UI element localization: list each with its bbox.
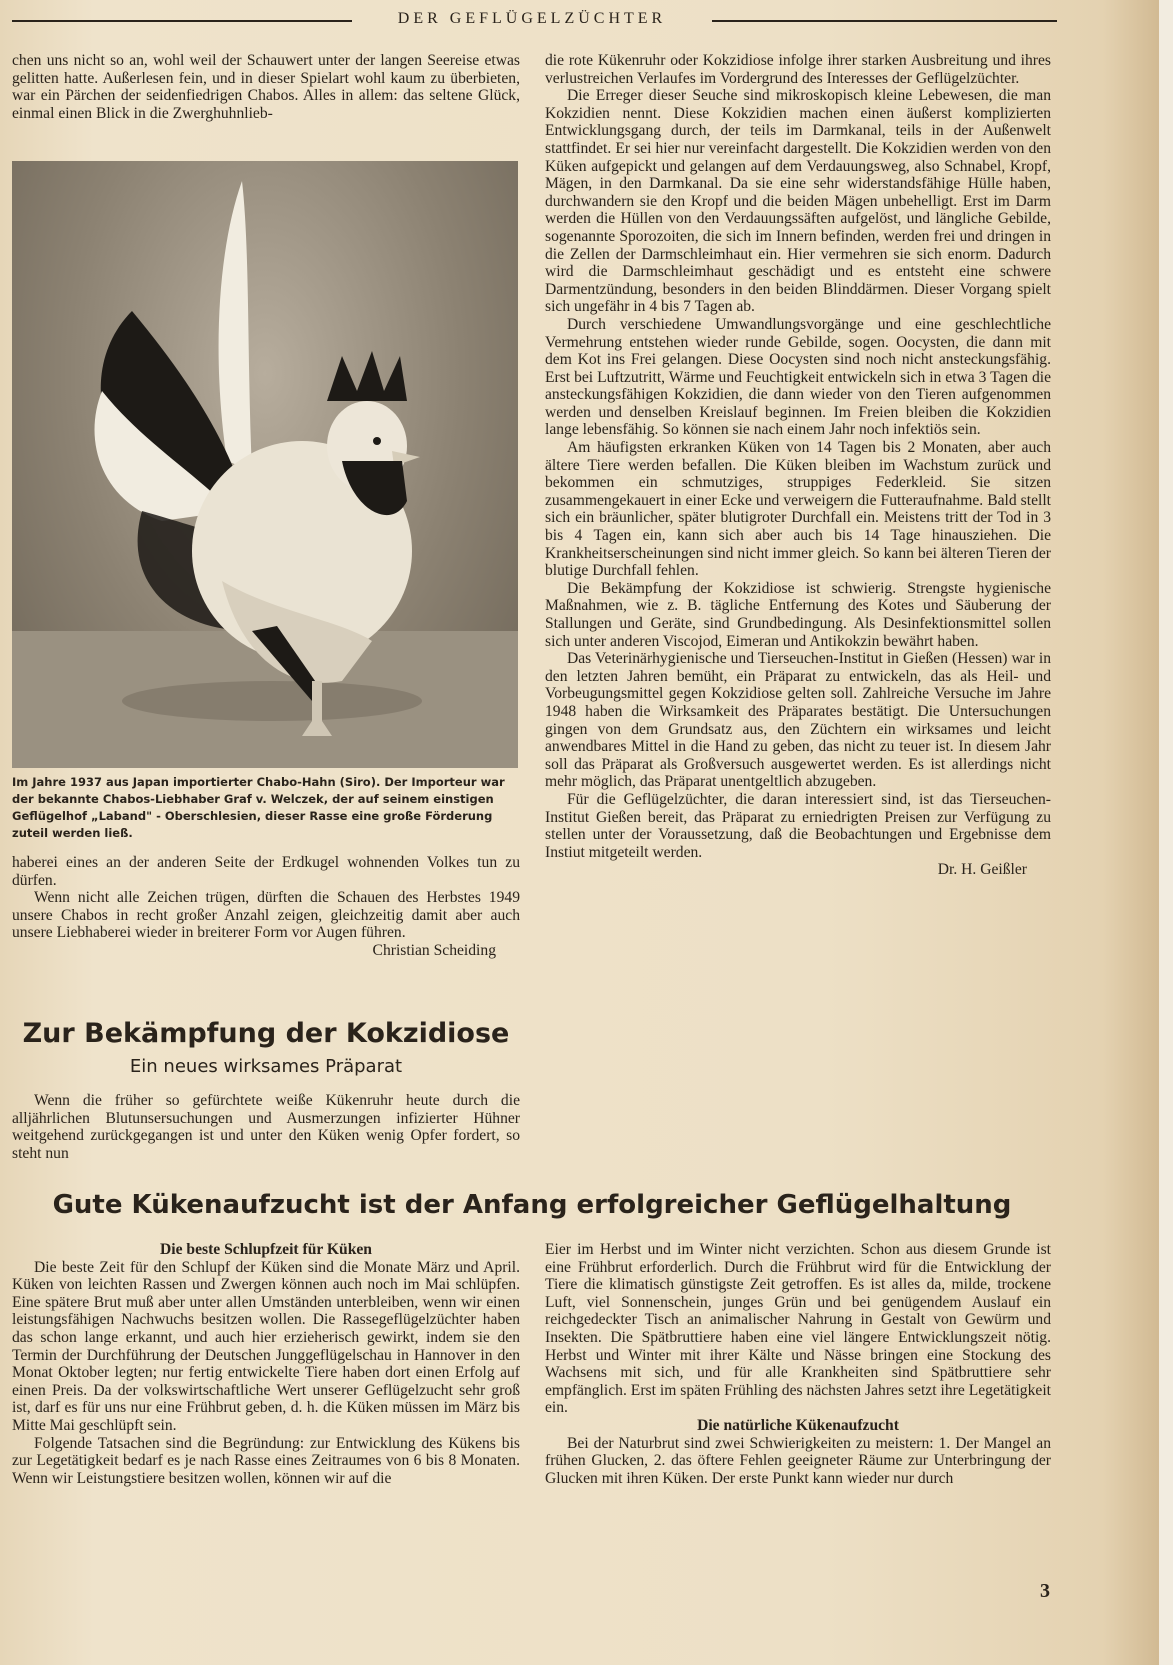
paragraph: Die Erreger dieser Seuche sind mikroskopisch kleine Lebewesen, die man Kokzidien nennt. Diese Kokzidien machen einen äußerst komplizierten Entwicklungsgang durch, der teils im Darmkanal, teils in der Außenwelt stattfindet. Er sei hier nur vereinfacht dargestellt. Die Kokzidien werden von den Küken aufgepickt und gelangen auf dem Verdauungsweg, also Schnabel, Kropf, Mägen, in den Darmkanal. Da sie eine sehr widerstandsfähige Hülle haben, durchwandern sie den Kropf und die beiden Mägen unbehelligt. Erst im Darm werden die Hüllen von den Verdauungssäften aufgelöst, und längliche Gebilde, sogenannte Sporozoiten, die sich im Innern befinden, werden frei und dringen in die Zellen der Darmschleimhaut ein. Hier vermehren sie sich enorm. Dadurch wird die Darmschleimhaut geschädigt und es entsteht eine schwere Darmentzündung, besonders in den beiden Blinddärmen. Dieser Vorgang spielt sich ungefähr in 4 bis 7 Tagen ab. [545,87,1051,316]
paragraph: Die Bekämpfung der Kokzidiose ist schwierig. Strengste hygienische Maßnahmen, wie z. B. tägliche Entfernung des Kotes und Säuberung der Stallungen und Geräte, sind Grundbedingung. Als Desinfektionsmittel sollen sich unter anderen Viscojod, Eimeran und Antikokzin bewährt haben. [545,579,1051,650]
bottom-left-column [12,1241,520,1487]
left-column-top [12,52,520,122]
paragraph: die rote Kükenruhr oder Kokzidiose infolge ihrer starken Ausbreitung und ihres verlustreichen Verlaufes im Vordergrund des Interesses der Geflügelzüchter. [545,52,1051,87]
paragraph: Das Veterinärhygienische und Tierseuchen-Institut in Gießen (Hessen) war in den letzten Jahren bemüht, ein Präparat zu entwickeln, das als Heil- und Vorbeugungsmittel gegen Kokzidiose gelten soll. Zahlreiche Versuche im Jahre 1948 haben die Wirksamkeit des Präparates bestätigt. Die Untersuchungen gingen von dem Grundsatz aus, den Züchtern ein wirksames und leicht anwendbares Mittel in die Hand zu geben, das nicht zu teuer ist. In diesem Jahr soll das Präparat als Großversuch ausgewertet werden. Es ist allerdings nicht mehr möglich, das Präparat unentgeltlich abzugeben. [545,650,1051,791]
paragraph: Wenn nicht alle Zeichen trügen, dürften die Schauen des Herbstes 1949 unsere Chabos in recht großer Anzahl zeigen, gleichzeitig damit aber auch unsere Liebhaberei wieder in breiterer Form vor Augen führen. [12,889,520,942]
article-subheadline: Ein neues wirksames Präparat [129,1056,403,1077]
paragraph: haberei eines an der anderen Seite der Erdkugel wohnenden Volkes tun zu dürfen. [12,854,520,889]
paragraph: Bei der Naturbrut sind zwei Schwierigkeiten zu meistern: 1. Der Mangel an frühen Glucken, 2. das öftere Fehlen geeigneter Räume zur Unterbringung der Glucken mit ihren Küken. Der erste Punkt kann wieder nur durch [545,1434,1051,1487]
section-subheading: Die beste Schlupfzeit für Küken [160,1241,372,1258]
header-rule-left [12,20,352,22]
paragraph: Folgende Tatsachen sind die Begründung: zur Entwicklung des Kükens bis zur Legetätigkeit bedarf es je nach Rasse eines Zeitraumes von 6 bis 8 Monaten. Wenn wir Leistungstiere besitzen wollen, können wir auf die [12,1434,520,1487]
header-rule-right [712,20,1057,22]
running-header [12,8,1052,30]
paragraph: Für die Geflügelzüchter, die daran interessiert sind, ist das Tierseuchen-Institut Gießen bereit, das Präparat zu erniedrigten Preisen zur Verfügung zu stellen unter der Voraussetzung, daß die Beobachtungen und Ergebnisse dem Instiut mitgeteilt werden. [545,790,1051,861]
main-article-headline: Gute Kükenaufzucht ist der Anfang erfolgreicher Geflügelhaltung [52,1190,1012,1220]
paragraph: Durch verschiedene Umwandlungsvorgänge und eine geschlechtliche Vermehrung entstehen wieder runde Gebilde, sogen. Oocysten, die dann mit dem Kot ins Frei gelangen. Diese Oocysten sind noch nicht ansteckungsfähig. Erst bei Luftzutritt, Wärme und Feuchtigkeit entwickeln sich in etwa 3 Tagen die ansteckungsfähigen Kokzidien, die dann wieder von den Tieren aufgenommen werden und denselben Kreislauf beginnen. Im Freien bleiben die Kokzidien lange lebensfähig. So können sie nach einem Jahr noch infektiös sein. [545,315,1051,439]
paragraph: chen uns nicht so an, wohl weil der Schauwert unter der langen Seereise etwas gelitten hatte. Außerlesen fein, und in dieser Spielart wohl kaum zu überbieten, war ein Pärchen der seidenfiedrigen Chabos. Alles in allem: das seltene Glück, einmal einen Blick in die Zwerghuhnlieb- [12,52,520,122]
paragraph: Wenn die früher so gefürchtete weiße Kükenruhr heute durch die alljährlichen Blutunsersuchungen und Ausmerzungen infizierter Hühner weitgehend zurückgegangen ist und unter den Küken wenig Opfer fordert, so steht nun [12,1092,520,1162]
bottom-right-column [545,1241,1051,1487]
chabo-rooster-illustration [12,161,518,768]
section-subheading: Die natürliche Kükenaufzucht [697,1416,899,1434]
photo-caption: Im Jahre 1937 aus Japan importierter Chabo-Hahn (Siro). Der Importeur war der bekannte Chabos-Liebhaber Graf v. Welczek, der auf seinem einstigen Geflügelhof „Laband" - Oberschlesien, dieser Rasse eine große Förderung zuteil werden ließ. [12,775,505,840]
article-intro [12,1092,520,1162]
page-edge [1159,0,1173,1665]
left-column-middle [12,854,520,960]
paragraph: Die beste Zeit für den Schlupf der Küken sind die Monate März und April. Küken von leichten Rassen und Zwergen können auch noch im Mai schlüpfen. Eine spätere Brut muß aber unter allen Umständen unterbleiben, wenn wir einen leistungsfähigen Nachwuchs besitzen wollen. Die Rassegeflügelzüchter haben das schon lange erkannt, und auch hier erzieherisch gewirkt, indem sie den Termin der Durchführung der Deutschen Junggeflügelschau in Hannover in den Monat Oktober legten; nur fertig entwickelte Tiere haben dort einen Erfolg auf einen Preis. Da der volkswirtschaftliche Wert unserer Geflügelzucht sehr groß ist, darf es für uns nur eine Frühbrut geben, d. h. die Küken müssen im März bis Mitte Mai geschlüpft sein. [12,1258,520,1434]
page-number: 3 [1040,1580,1050,1602]
paragraph: Eier im Herbst und im Winter nicht verzichten. Schon aus diesem Grunde ist eine Frühbrut erforderlich. Durch die Frühbrut wird für die Entwicklung der Tiere die klimatisch günstigste Zeit getroffen. Es ist alles da, milde, trockene Luft, viel Sonnenschein, junges Grün und bei genügendem Auslauf ein reichgedeckter Tisch an animalischer Nahrung in Gestalt von Gewürm und Insekten. Die Spätbruttiere haben eine viel längere Entwicklungszeit nötig. Herbst und Winter mit ihrer Kälte und Nässe bringen eine Stockung des Wachsens mit sich, und für alle Krankheiten sind Spätbruttiere sehr empfänglich. Erst im späten Frühling des nächsten Jahres setzt ihre Legetätigkeit ein. [545,1241,1051,1417]
header-title: DER GEFLÜGELZÜCHTER [397,10,667,27]
author-signature: Christian Scheiding [372,941,496,959]
rooster-photo [12,161,518,768]
paragraph: Am häufigsten erkranken Küken von 14 Tagen bis 2 Monaten, aber auch ältere Tiere werden befallen. Die Küken bleiben im Wachstum zurück und bekommen ein schmutziges, struppiges Federkleid. Sie sitzen zusammengekauert in einer Ecke und verweigern die Futteraufnahme. Bald stellt sich ein bräunlicher, später blutigroter Durchfall ein. Meistens tritt der Tod in 3 bis 4 Tagen ein, kann sich aber auch bis 14 Tage hinausziehen. Die Krankheitserscheinungen sind nicht immer gleich. So kann bei älteren Tieren der blutige Durchfall fehlen. [545,439,1051,580]
right-column-top [545,52,1051,879]
article-headline: Zur Bekämpfung der Kokzidiose [22,1018,510,1049]
author-signature: Dr. H. Geißler [937,861,1027,879]
